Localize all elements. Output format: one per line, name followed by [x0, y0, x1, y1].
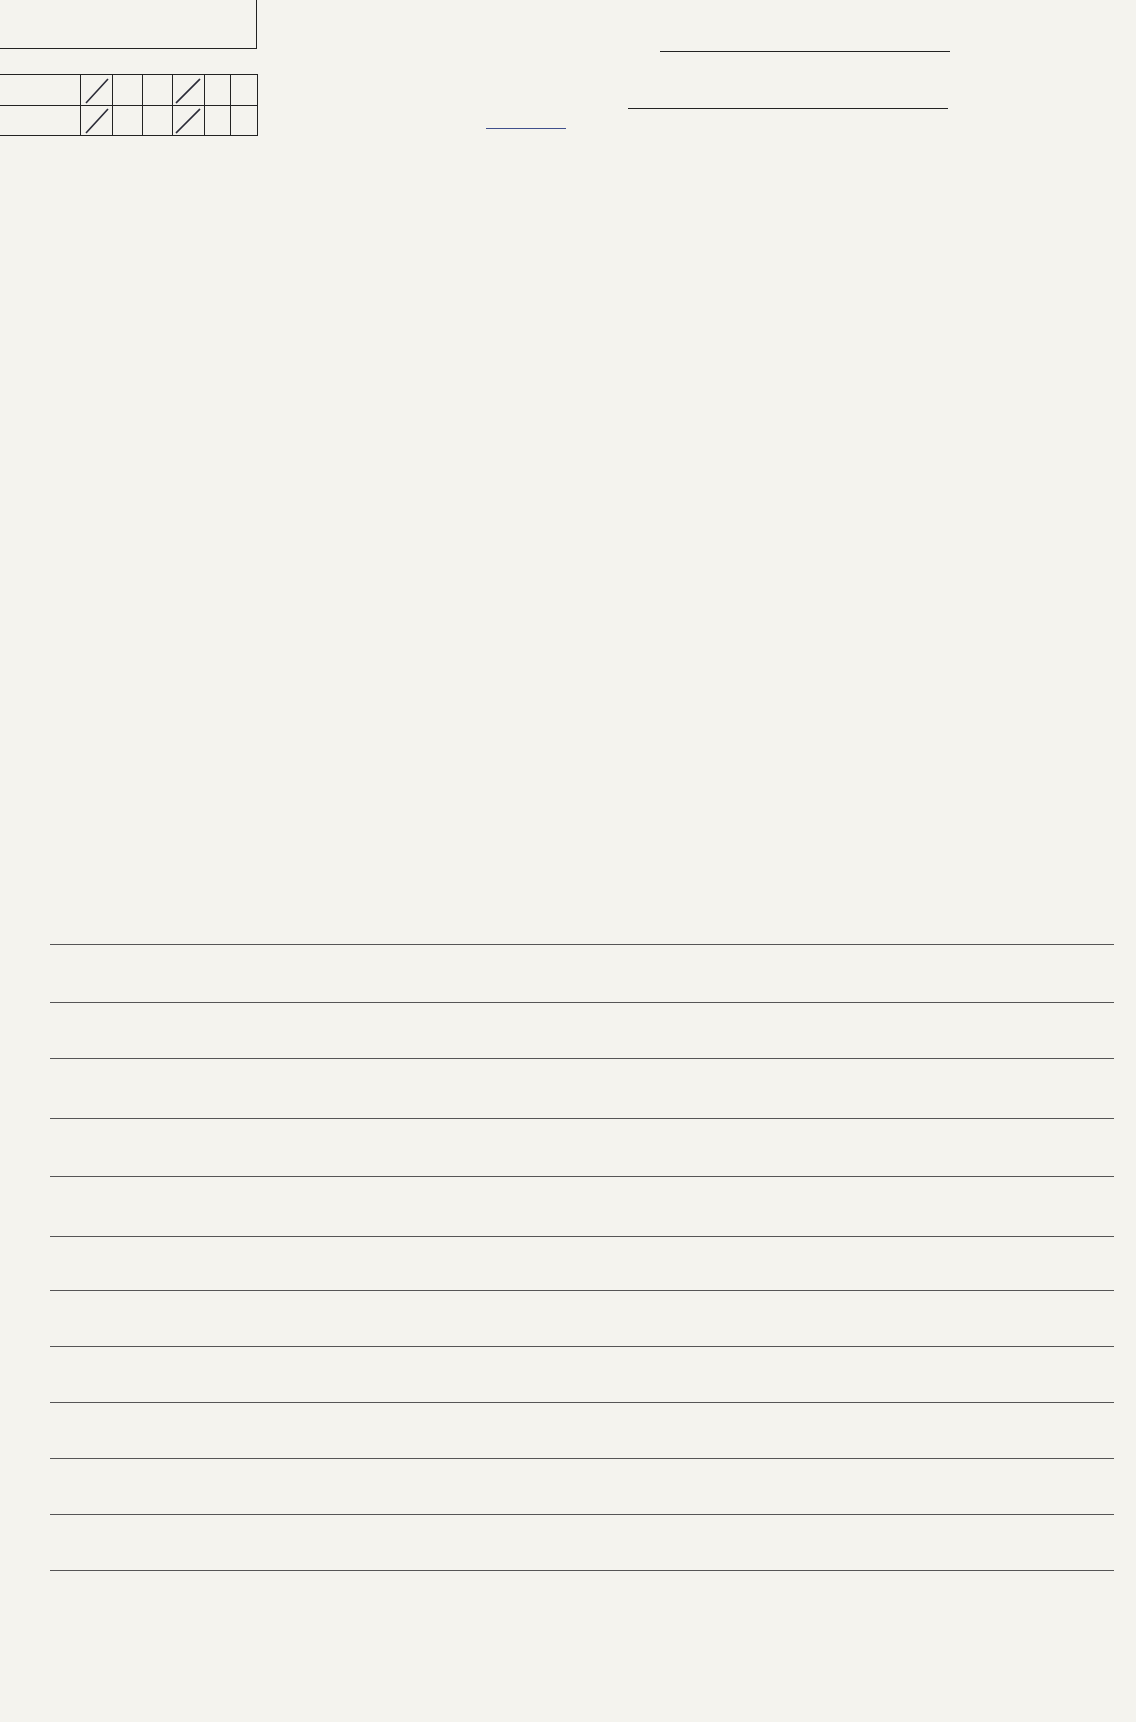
filter-box: [0, 74, 258, 136]
observer-box: [0, 0, 257, 49]
lage-underline: [486, 128, 566, 129]
strike-marks: [0, 75, 257, 135]
measurement-table: [0, 166, 1136, 846]
notes-section: [0, 900, 1136, 1620]
platte-underline: [628, 108, 948, 109]
date-underline: [660, 51, 950, 52]
